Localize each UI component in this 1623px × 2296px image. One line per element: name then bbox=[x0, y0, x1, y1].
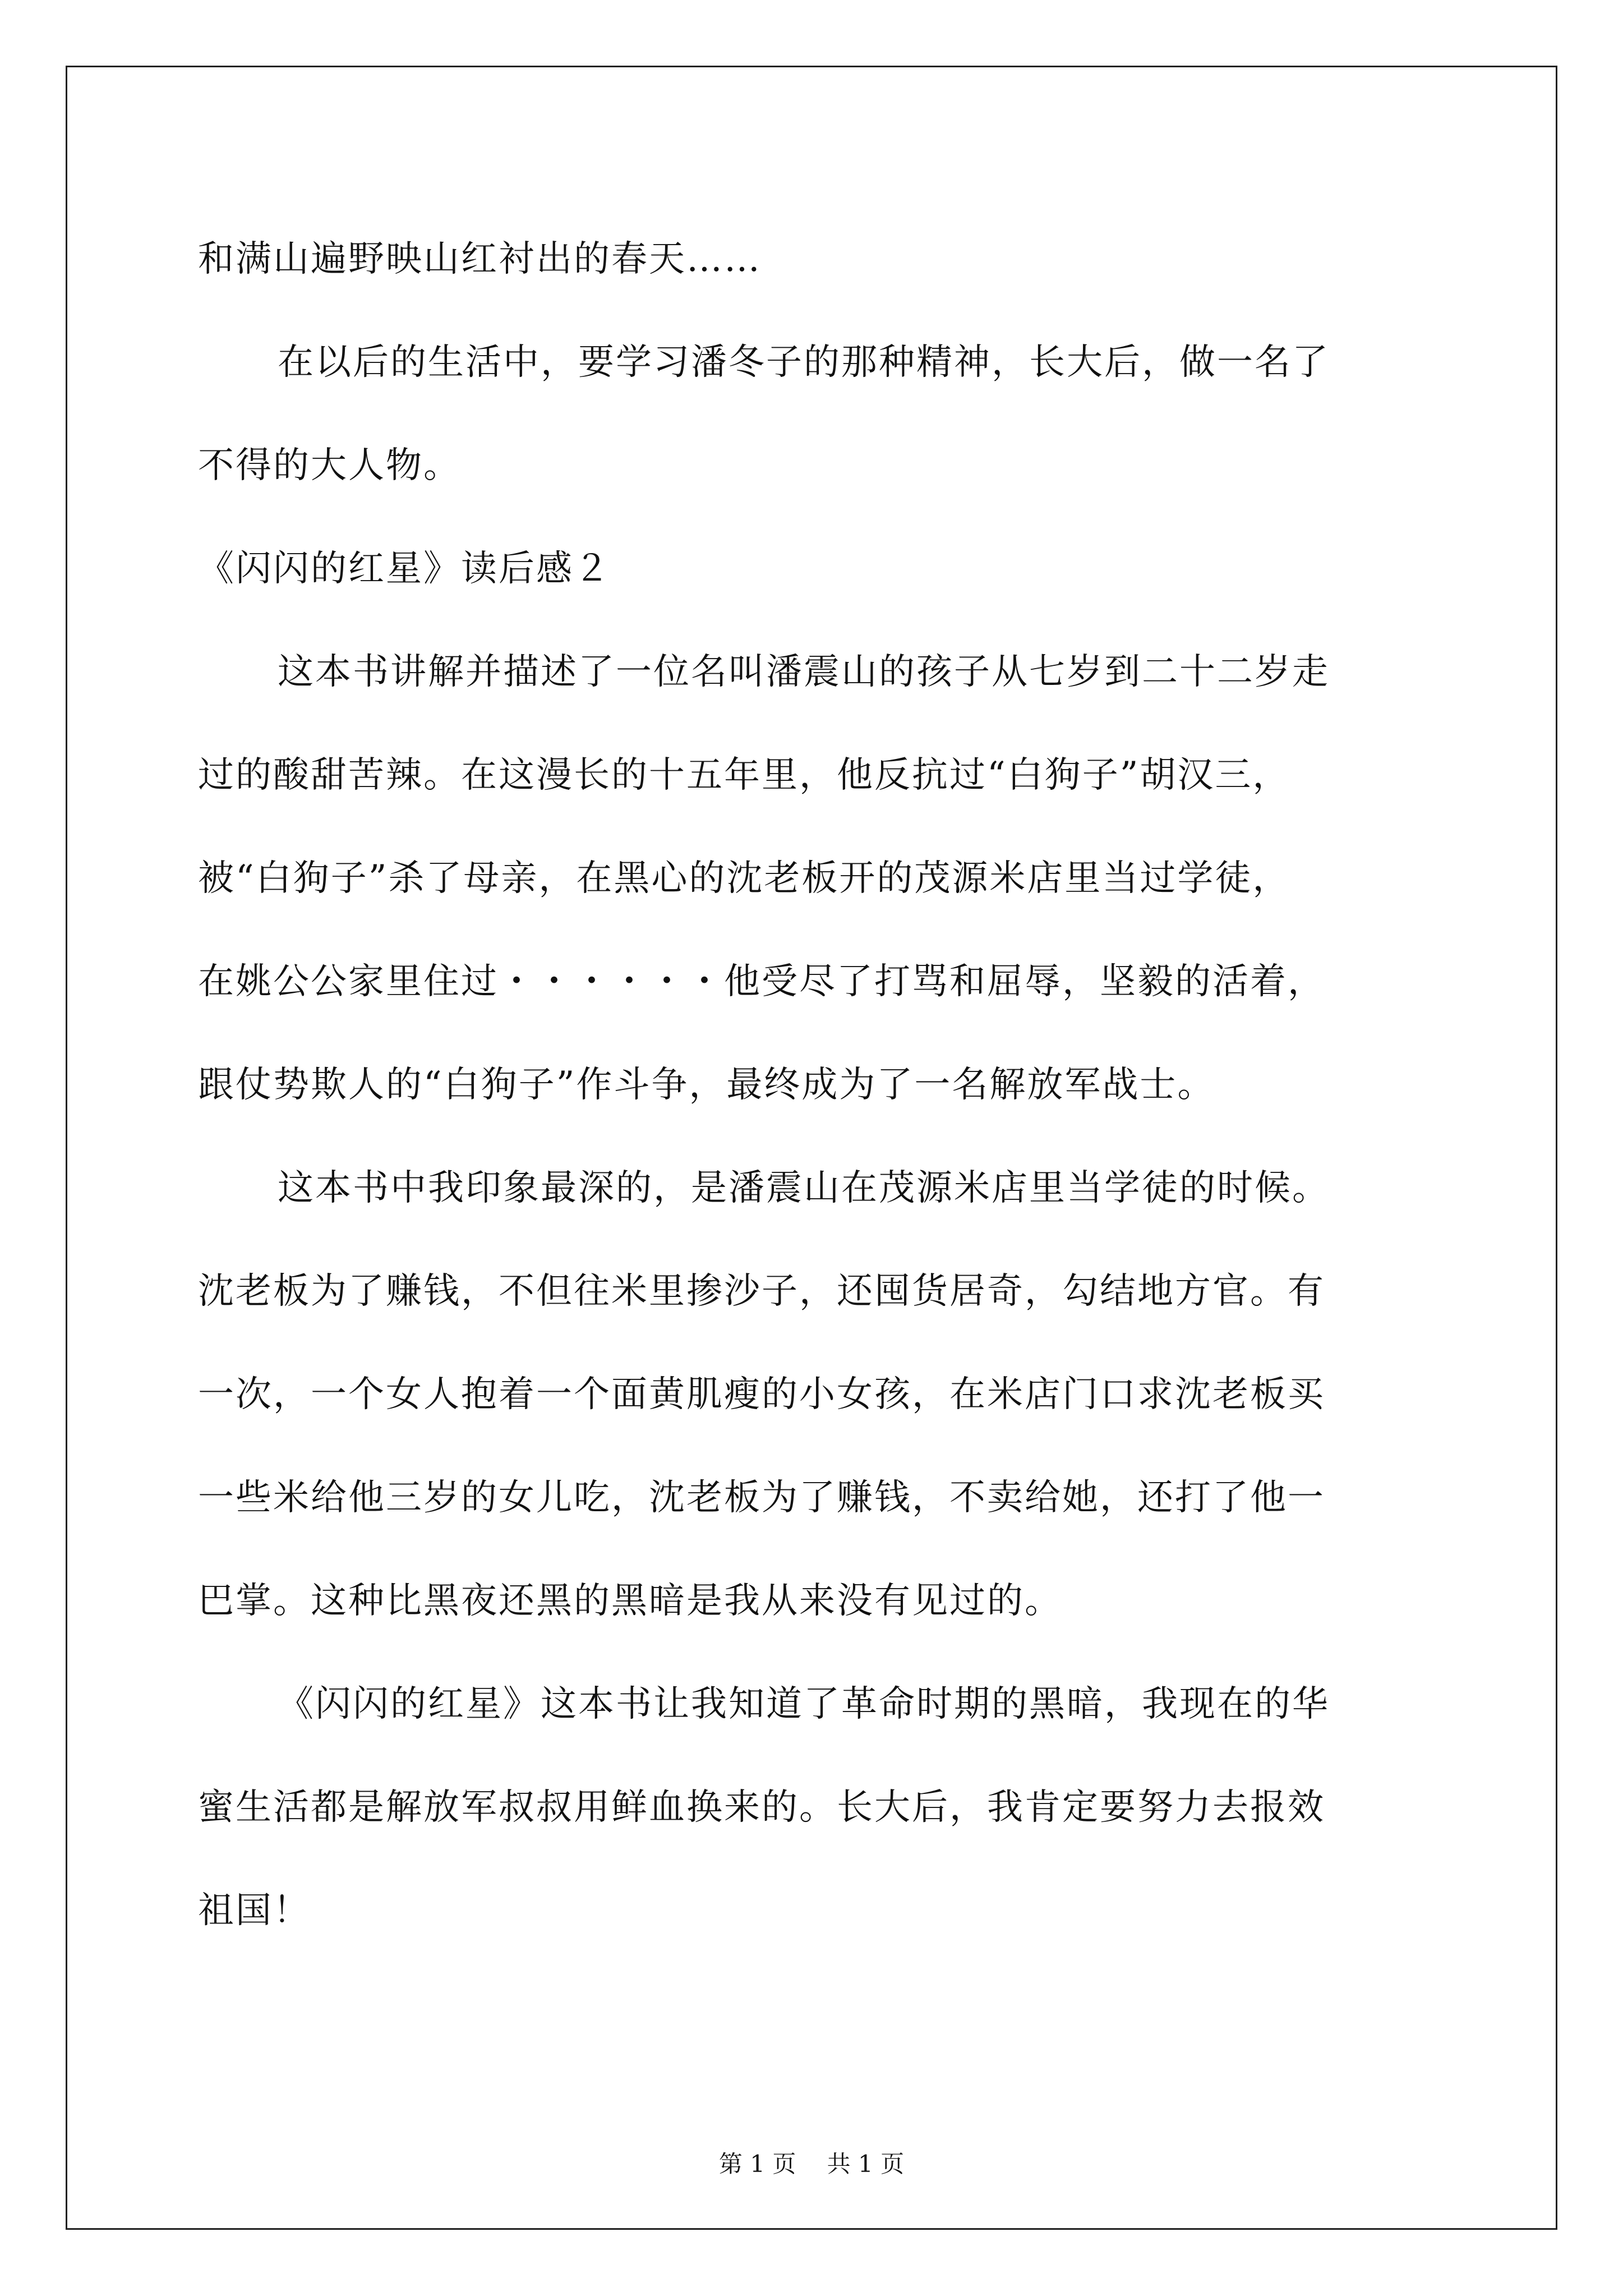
document-body bbox=[198, 208, 1440, 1962]
text-line: 祖国！ bbox=[198, 1890, 311, 1931]
text-line: 蜜生活都是解放军叔叔用鲜血换来的。长大后，我肯定要努力去报效 bbox=[198, 1787, 1325, 1828]
paragraph-start: 这本书讲解并描述了一位名叫潘震山的孩子从七岁到二十二岁走 bbox=[278, 651, 1330, 693]
paragraph-start: 这本书中我印象最深的，是潘震山在茂源米店里当学徒的时候。 bbox=[278, 1167, 1330, 1209]
paragraph-start: 在以后的生活中，要学习潘冬子的那种精神，长大后，做一名了 bbox=[278, 342, 1330, 383]
page-number-footer: 第 1 页 共 1 页 bbox=[718, 2150, 905, 2178]
text-line: 在姚公公家里住过・・・・・・他受尽了打骂和屈辱，坚毅的活着， bbox=[198, 961, 1325, 1002]
text-line: 过的酸甜苦辣。在这漫长的十五年里，他反抗过“白狗子”胡汉三， bbox=[198, 754, 1290, 796]
text-line: 沈老板为了赚钱，不但往米里掺沙子，还囤货居奇，勾结地方官。有 bbox=[198, 1271, 1325, 1312]
text-line: 不得的大人物。 bbox=[198, 445, 461, 486]
text-line: 一次，一个女人抱着一个面黄肌瘦的小女孩，在米店门口求沈老板买 bbox=[198, 1374, 1325, 1415]
text-line: 和满山遍野映山红衬出的春天…… bbox=[198, 238, 762, 280]
text-line: 跟仗势欺人的“白狗子”作斗争，最终成为了一名解放军战士。 bbox=[198, 1064, 1215, 1106]
paragraph-start: 《闪闪的红星》这本书让我知道了革命时期的黑暗，我现在的华 bbox=[278, 1683, 1330, 1725]
text-line: 被“白狗子”杀了母亲，在黑心的沈老板开的茂源米店里当过学徒， bbox=[198, 858, 1290, 899]
section-heading: 《闪闪的红星》读后感２ bbox=[198, 548, 611, 590]
text-line: 巴掌。这种比黑夜还黑的黑暗是我从来没有见过的。 bbox=[198, 1580, 1062, 1622]
text-line: 一些米给他三岁的女儿吃，沈老板为了赚钱，不卖给她，还打了他一 bbox=[198, 1477, 1325, 1519]
